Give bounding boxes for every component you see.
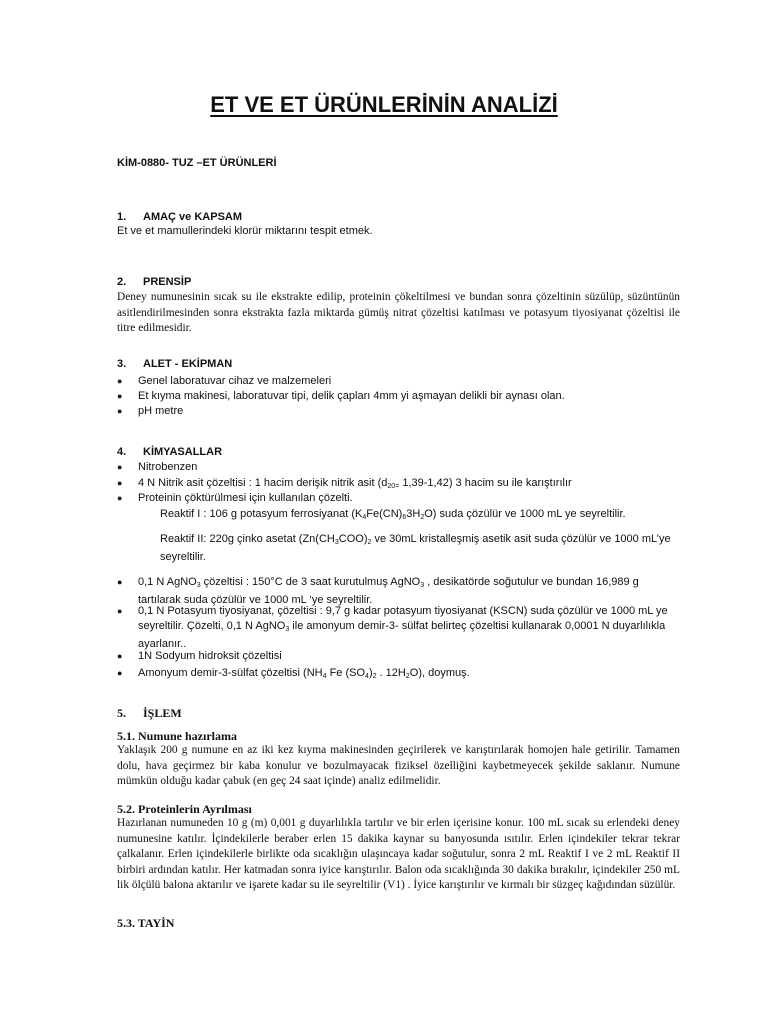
list-item-nitric-acid: 4 N Nitrik asit çözeltisi : 1 hacim derişik nitrik asit ($d_{20=}$ 1,39-1,42) 3 hacim su ile karıştırılır: [138, 477, 572, 490]
document-code: KİM-0880- TUZ –ET ÜRÜNLERİ: [117, 157, 277, 169]
section-1-number: 1.: [117, 211, 127, 223]
list-item: Proteinin çöktürülmesi için kullanılan çözelti.: [138, 492, 353, 504]
bullet-icon: ●: [117, 406, 123, 416]
section-1-heading: AMAÇ ve KAPSAM: [143, 211, 243, 223]
bullet-icon: ●: [117, 577, 123, 587]
subsection-5-2-heading: 5.2. Proteinlerin Ayrılması: [117, 802, 252, 816]
list-item-agno3: 0,1 N AgNO$_3$ çözeltisi : 150°C de 3 saat kurutulmuş AgNO$_3$ , desikatörde soğutulur ve bundan 16,989 g tartılarak suda çözülür ve 1000 mL ‘ye seyreltilir.: [138, 576, 639, 606]
list-item: 1N Sodyum hidroksit çözeltisi: [138, 650, 282, 662]
reaktif-2-text: Reaktif II: 220g çinko asetat ($Zn(CH_3COO)_2$ ve 30mL kristalleşmiş asetik asit suda çözülür ve 1000 mL’ye seyreltilir.: [160, 533, 671, 563]
section-1-text: Et ve et mamullerindeki klorür miktarını tespit etmek.: [117, 225, 373, 237]
bullet-icon: ●: [117, 462, 123, 472]
subsection-5-3-heading: 5.3. TAYİN: [117, 916, 175, 930]
subsection-5-1-heading: 5.1. Numune hazırlama: [117, 729, 237, 743]
section-3-number: 3.: [117, 358, 127, 370]
section-2-heading: PRENSİP: [143, 276, 192, 288]
section-5-heading: İŞLEM: [143, 706, 182, 720]
list-item-amonyum: Amonyum demir-3-sülfat çözeltisi ($NH_4$ Fe $(SO_4)_2$ . $12H_2O$), doymuş.: [138, 667, 470, 680]
bullet-icon: ●: [117, 668, 123, 678]
list-item: Nitrobenzen: [138, 461, 198, 473]
section-4-heading: KİMYASALLAR: [143, 446, 223, 458]
list-item-kscn: 0,1 N Potasyum tiyosiyanat, çözeltisi : 9,7 g kadar potasyum tiyosiyanat (KSCN) suda çözülür ve 1000 mL ye seyreltilir. Çözelti, 0,1 N AgNO$_3$ ile amonyum demir-3- sülfat belirteç çözeltisi kullanarak 0,0001 N duyarlılıkla ayarlanır..: [138, 605, 668, 650]
section-3-heading: ALET - EKİPMAN: [143, 358, 233, 370]
list-item: Genel laboratuvar cihaz ve malzemeleri: [138, 375, 332, 387]
bullet-icon: ●: [117, 606, 123, 616]
bullet-icon: ●: [117, 376, 123, 386]
section-5-number: 5.: [117, 706, 126, 720]
document-title: ET VE ET ÜRÜNLERİNİN ANALİZİ: [210, 92, 558, 117]
reaktif-1-text: Reaktif I : 106 g potasyum ferrosiyanat $(K_4Fe(CN)_63H_2O)$ suda çözülür ve 1000 mL ye seyreltilir.: [160, 508, 626, 521]
subsection-5-1-text: Yaklaşık 200 g numune en az iki kez kıyma makinesinden geçirilerek ve karıştırılarak homojen hale getirilir. Tamamen dolu, hava geçirmez bir kaba konulur ve bozulmayacak fiziksel özelliğini kaybetmeyecek şekilde saklanır. Numune mümkün olduğu kadar çabuk (en geç 24 saat içinde) analiz edilmelidir.: [117, 744, 680, 787]
bullet-icon: ●: [117, 478, 123, 488]
section-2-text: Deney numunesinin sıcak su ile ekstrakte edilip, proteinin çökeltilmesi ve bundan sonra çözeltinin süzülüp, süzüntünün asitlendirilmesinden sonra ekstrakta fazla miktarda gümüş nitrat çözeltisi katılması ve potasyum tiyosiyanat çözeltisi ile titre edilmesidir.: [117, 291, 680, 334]
section-2-number: 2.: [117, 276, 127, 288]
bullet-icon: ●: [117, 493, 123, 503]
bullet-icon: ●: [117, 391, 123, 401]
section-4-number: 4.: [117, 446, 127, 458]
subsection-5-2-text: Hazırlanan numuneden 10 g (m) 0,001 g duyarlılıkla tartılır ve bir erlen içerisine konur. 100 mL sıcak su erlendeki deney numunesine katılır. İçindekilerle beraber erlen 15 dakika kaynar su banyosunda ısıtılır. Erlen içindekiler tekrar tekrar çalkalanır. Erlen içindekilerle birlikte oda sıcaklığın ulaşıncaya kadar soğutulur, sonra 2 mL Reaktif I ve 2 mL Reaktif II birbiri ardından katılır. Her katmadan sonra iyice karıştırılır. Balon oda sıcaklığında 30 dakika bırakılır, içindekiler 250 mL lik ölçülü balona aktarılır ve işarete kadar su ile seyreltilir (V1) . İyice karıştırılır ve kırmalı bir süzgeç kağıdından süzülür.: [117, 817, 680, 891]
list-item: pH metre: [138, 405, 184, 417]
bullet-icon: ●: [117, 651, 123, 661]
list-item: Et kıyma makinesi, laboratuvar tipi, delik çapları 4mm yi aşmayan delikli bir aynası olan.: [138, 390, 565, 402]
